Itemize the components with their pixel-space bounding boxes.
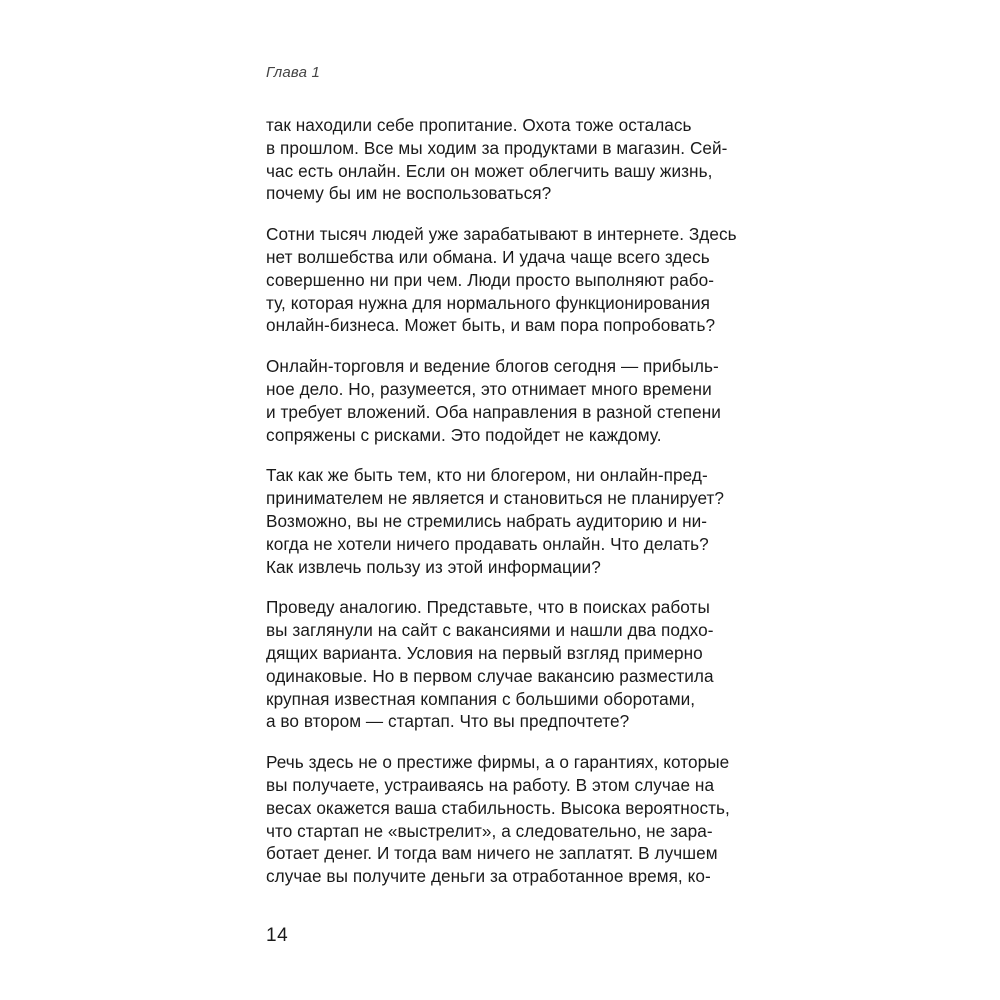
text-line: онлайн-бизнеса. Может быть, и вам пора попробовать? xyxy=(266,315,716,336)
text-line: ту, которая нужна для нормального функционирования xyxy=(266,292,710,313)
text-line: Возможно, вы не стремились набрать аудиторию и ни- xyxy=(266,510,708,531)
text-line: что стартап не «выстрелит», а следовательно, не зара- xyxy=(266,820,713,841)
text-line: крупная известная компания с большими оборотами, xyxy=(266,688,696,709)
text-line: принимателем не является и становиться не планирует? xyxy=(266,488,725,509)
paragraph-5 xyxy=(266,596,756,733)
text-line: случае вы получите деньги за отработанное время, ко- xyxy=(266,866,711,887)
paragraph-4 xyxy=(266,464,756,578)
text-line: нет волшебства или обмана. И удача чаще всего здесь xyxy=(266,246,710,267)
paragraph-2 xyxy=(266,223,756,337)
text-line: и требует вложений. Оба направления в разной степени xyxy=(266,401,721,422)
text-line: Проведу аналогию. Представьте, что в поисках работы xyxy=(266,597,710,618)
text-line: Так как же быть тем, кто ни блогером, ни онлайн-пред- xyxy=(266,465,708,486)
text-line: дящих варианта. Условия на первый взгляд примерно xyxy=(266,642,703,663)
paragraph-3 xyxy=(266,355,756,446)
text-line: когда не хотели ничего продавать онлайн. Что делать? xyxy=(266,533,709,554)
paragraph-1 xyxy=(266,114,756,205)
text-line: сопряжены с рисками. Это подойдет не каждому. xyxy=(266,424,662,445)
text-line: весах окажется ваша стабильность. Высока вероятность, xyxy=(266,797,730,818)
text-line: ботает денег. И тогда вам ничего не заплатят. В лучшем xyxy=(266,843,718,864)
text-line: Как извлечь пользу из этой информации? xyxy=(266,556,601,577)
paragraph-6 xyxy=(266,751,756,888)
running-head: Глава 1 xyxy=(266,64,321,81)
text-line: вы получаете, устраиваясь на работу. В этом случае на xyxy=(266,774,715,795)
text-line: Онлайн-торговля и ведение блогов сегодня — прибыль- xyxy=(266,356,719,377)
text-line: в прошлом. Все мы ходим за продуктами в магазин. Сей- xyxy=(266,137,728,158)
body-text xyxy=(266,114,756,906)
text-line: вы заглянули на сайт с вакансиями и нашли два подхо- xyxy=(266,620,714,641)
text-line: Сотни тысяч людей уже зарабатывают в интернете. Здесь xyxy=(266,224,737,245)
page-number: 14 xyxy=(266,925,289,946)
text-line: ное дело. Но, разумеется, это отнимает много времени xyxy=(266,378,712,399)
text-line: почему бы им не воспользоваться? xyxy=(266,183,552,204)
text-line: час есть онлайн. Если он может облегчить вашу жизнь, xyxy=(266,160,713,181)
text-line: одинаковые. Но в первом случае вакансию разместила xyxy=(266,665,714,686)
text-line: совершенно ни при чем. Люди просто выполняют рабо- xyxy=(266,269,714,290)
text-line: а во втором — стартап. Что вы предпочтете? xyxy=(266,711,630,732)
text-line: Речь здесь не о престиже фирмы, а о гарантиях, которые xyxy=(266,752,730,773)
text-line: так находили себе пропитание. Охота тоже осталась xyxy=(266,115,692,135)
